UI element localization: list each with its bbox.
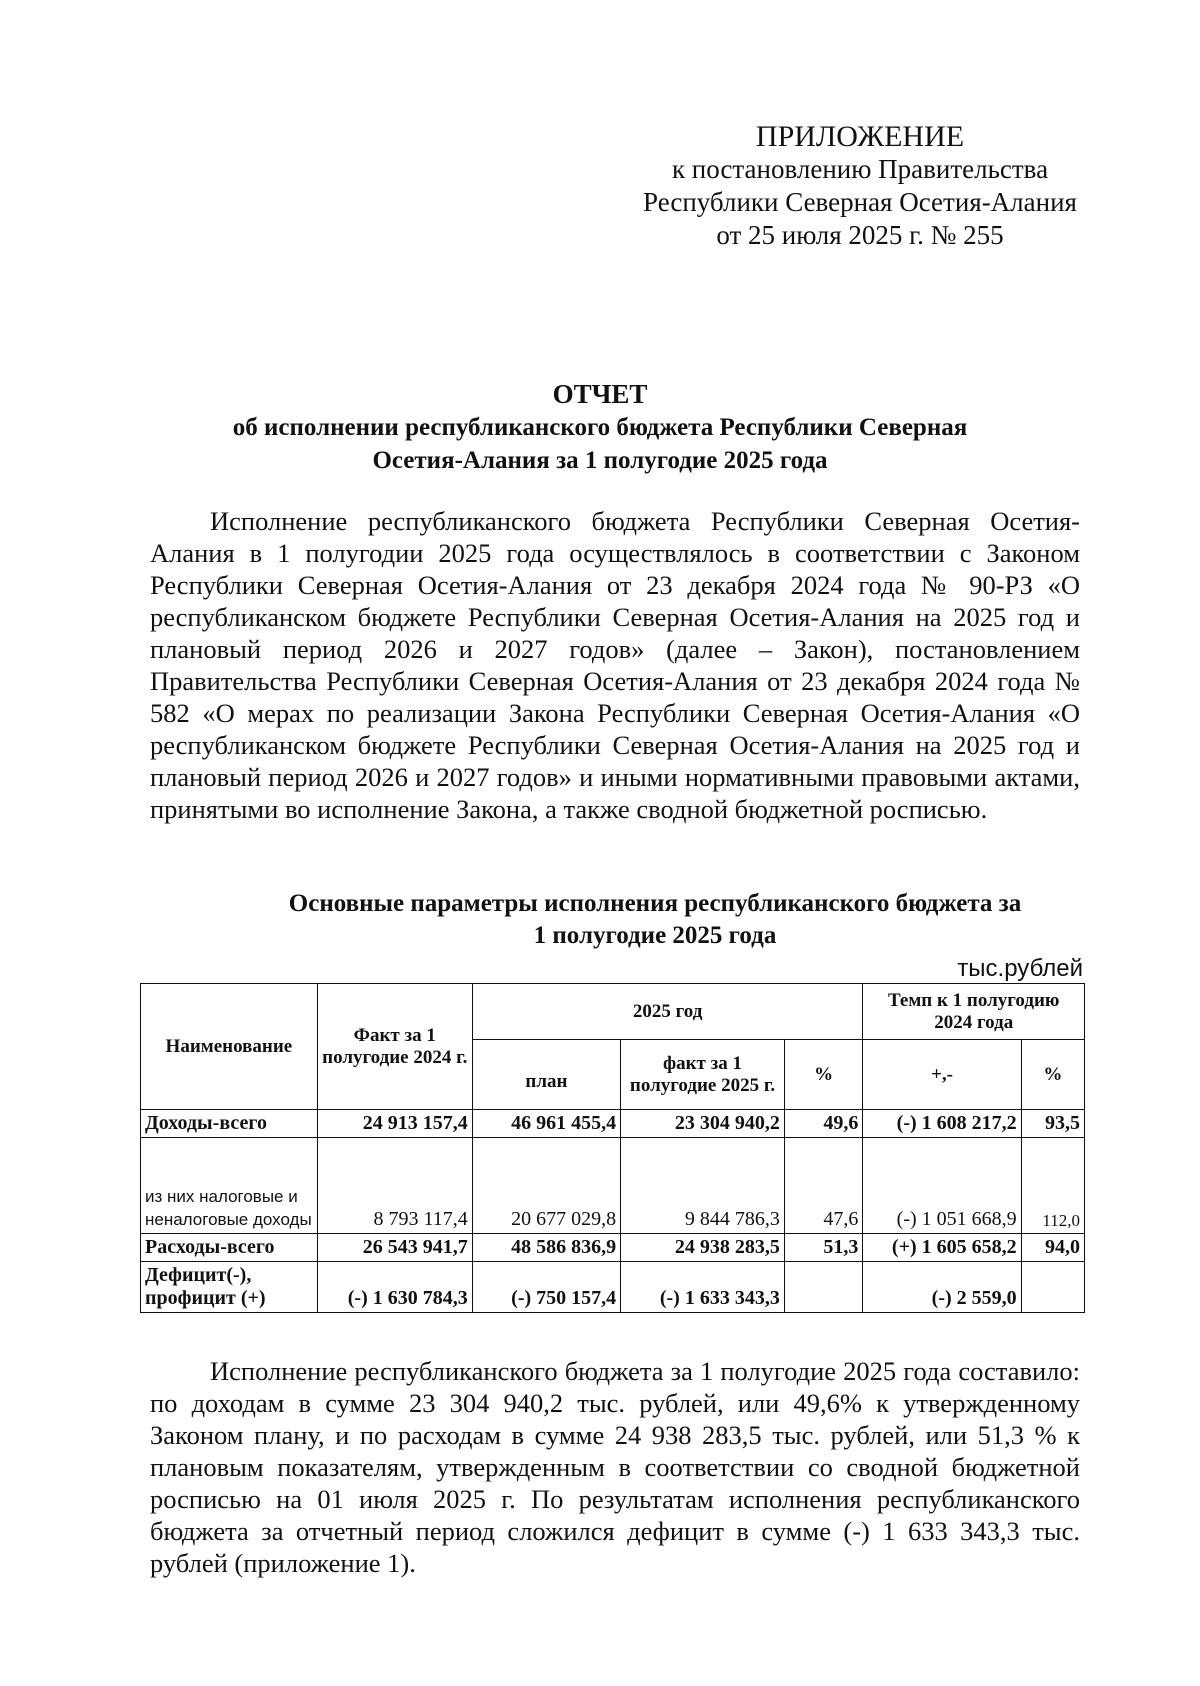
row-name: из них налоговые и неналоговые доходы [141, 1138, 318, 1234]
cell-pct: 51,3 [784, 1234, 863, 1262]
cell-fact-2025: 23 304 940,2 [621, 1110, 785, 1138]
cell-fact-2024: (-) 1 630 784,3 [317, 1262, 472, 1313]
cell-plan: 20 677 029,8 [472, 1138, 620, 1234]
cell-diff: (-) 1 608 217,2 [863, 1110, 1021, 1138]
report-title-line-2: Осетия-Алания за 1 полугодие 2025 года [372, 447, 828, 474]
table-row [141, 1234, 1085, 1262]
appendix-line-3: от 25 июля 2025 г. № 255 [716, 220, 1004, 250]
cell-fact-2024: 24 913 157,4 [317, 1110, 472, 1138]
row-name: Расходы-всего [141, 1234, 318, 1262]
header-temp-pct: % [1021, 1040, 1084, 1110]
header-diff: +,- [863, 1040, 1021, 1110]
cell-pct: 49,6 [784, 1110, 863, 1138]
intro-paragraph: Исполнение республиканского бюджета Республики Северная Осетия-Алания в 1 полугодии 2025 года осуществлялось в соответствии с Законом Республики Северная Осетия-Алания от 23 декабря 2024 года № 90-РЗ «О республиканском бюджете Республики Северная Осетия-Алания на 2025 год и плановый период 2026 и 2027 годов» (далее – Закон), постановлением Правительства Республики Северная Осетия-Алания от 23 декабря 2024 года № 582 «О мерах по реализации Закона Республики Северная Осетия-Алания «О республиканском бюджете Республики Северная Осетия-Алания на 2025 год и плановый период 2026 и 2027 годов» и иными нормативными правовыми актами, принятыми во исполнение Закона, а также сводной бюджетной росписью. [150, 506, 1080, 824]
cell-plan: 46 961 455,4 [472, 1110, 620, 1138]
row-name: Дефицит(-), профицит (+) [141, 1262, 318, 1313]
table-row [141, 1138, 1085, 1234]
units-label: тыс.рублей [957, 955, 1083, 982]
report-heading: ОТЧЕТ [552, 379, 648, 409]
cell-fact-2025: 9 844 786,3 [621, 1138, 785, 1234]
table-row [141, 1110, 1085, 1138]
cell-pct [784, 1262, 863, 1313]
cell-diff: (-) 1 051 668,9 [863, 1138, 1021, 1234]
table-title [230, 888, 1080, 952]
appendix-line-1: к постановлению Правительства [671, 154, 1049, 184]
header-temp: Темп к 1 полугодию 2024 года [863, 984, 1085, 1040]
summary-paragraph: Исполнение республиканского бюджета за 1 полугодие 2025 года составило: по доходам в сумме 23 304 940,2 тыс. рублей, или 49,6% к утвержденному Законом плану, и по расходам в сумме 24 938 283,5 тыс. рублей, или 51,3 % к плановым показателям, утвержденным в соответствии со сводной бюджетной росписью на 01 июля 2025 г. По результатам исполнения республиканского бюджета за отчетный период сложился дефицит в сумме (-) 1 633 343,3 тыс. рублей (приложение 1). [150, 1356, 1080, 1578]
header-pct: % [784, 1040, 863, 1110]
cell-pct: 47,6 [784, 1138, 863, 1234]
appendix-header [600, 120, 1120, 252]
cell-temp-pct: 94,0 [1021, 1234, 1084, 1262]
report-title [150, 378, 1050, 477]
appendix-line-2: Республики Северная Осетия-Алания [643, 187, 1077, 217]
cell-plan: (-) 750 157,4 [472, 1262, 620, 1313]
cell-plan: 48 586 836,9 [472, 1234, 620, 1262]
table-title-line-2: 1 полугодие 2025 года [533, 922, 777, 949]
table-row [141, 1262, 1085, 1313]
cell-temp-pct: 93,5 [1021, 1110, 1084, 1138]
budget-table [140, 983, 1085, 1313]
cell-fact-2025: 24 938 283,5 [621, 1234, 785, 1262]
header-year-2025: 2025 год [472, 984, 863, 1040]
table-title-line-1: Основные параметры исполнения республиканского бюджета за [288, 890, 1022, 917]
cell-temp-pct [1021, 1262, 1084, 1313]
cell-fact-2024: 26 543 941,7 [317, 1234, 472, 1262]
cell-fact-2024: 8 793 117,4 [317, 1138, 472, 1234]
cell-temp-pct: 112,0 [1021, 1138, 1084, 1234]
row-name: Доходы-всего [141, 1110, 318, 1138]
cell-fact-2025: (-) 1 633 343,3 [621, 1262, 785, 1313]
appendix-title: ПРИЛОЖЕНИЕ [755, 120, 965, 153]
header-fact-2024: Факт за 1 полугодие 2024 г. [317, 984, 472, 1110]
header-name: Наименование [141, 984, 318, 1110]
report-title-line-1: об исполнении республиканского бюджета Республики Северная [232, 414, 968, 441]
cell-diff: (+) 1 605 658,2 [863, 1234, 1021, 1262]
header-plan: план [472, 1040, 620, 1110]
cell-diff: (-) 2 559,0 [863, 1262, 1021, 1313]
header-fact-2025: факт за 1 полугодие 2025 г. [621, 1040, 785, 1110]
